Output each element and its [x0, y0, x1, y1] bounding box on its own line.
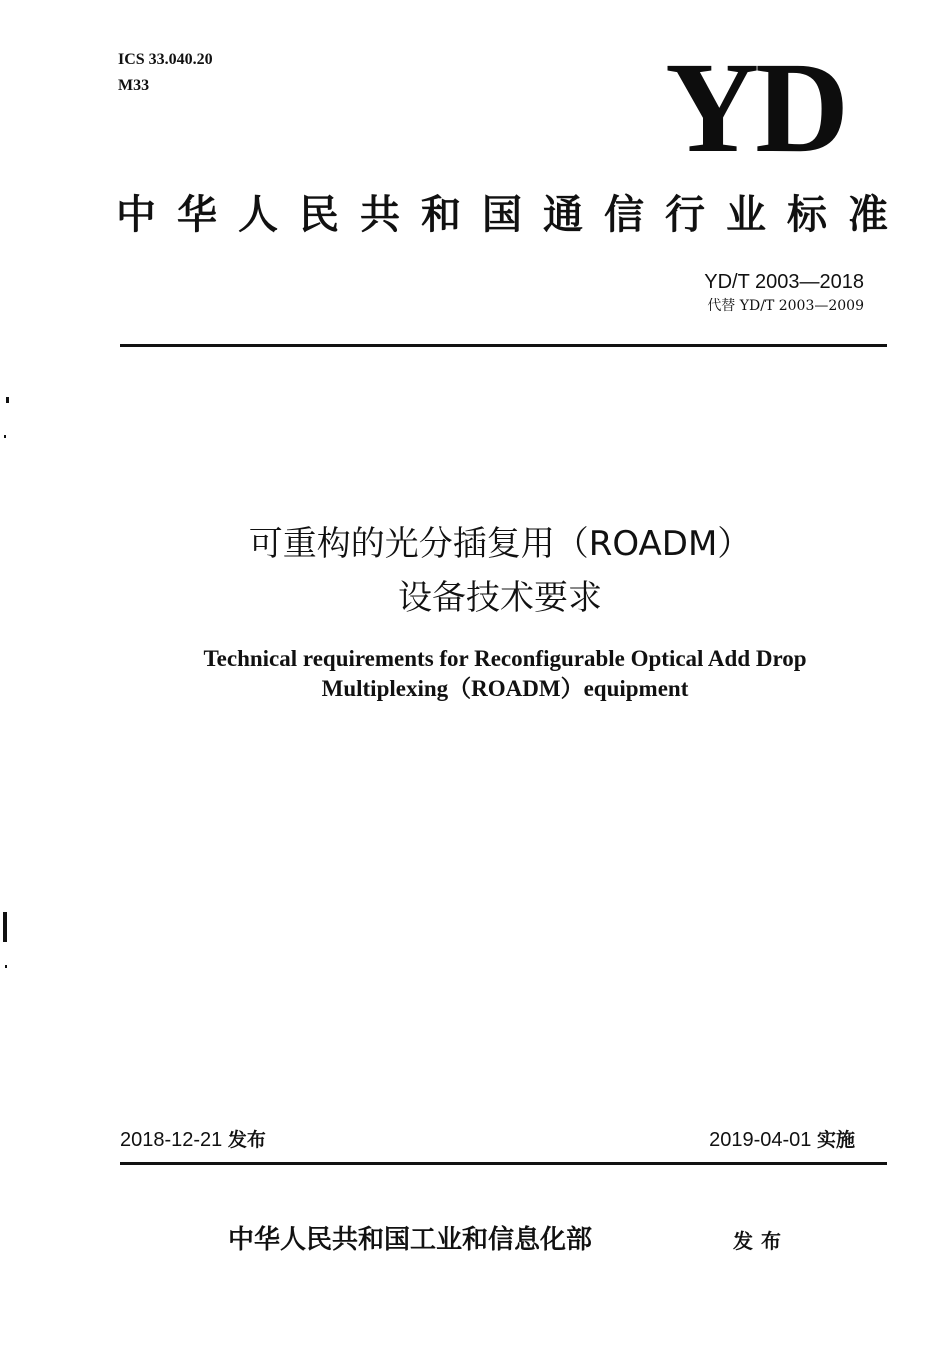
title-en-line1: Technical requirements for Reconfigurable Optical Add Drop [203, 646, 807, 671]
bottom-divider [120, 1162, 887, 1165]
scan-mark [6, 397, 9, 403]
issue-date-label: 发布 [227, 1129, 266, 1151]
title-en-line2: Multiplexing（ROADM）equipment [321, 676, 689, 701]
scan-mark [5, 965, 7, 968]
standard-category: 中华人民共和国通信行业标准 [116, 192, 909, 238]
classification-code: M33 [118, 77, 150, 94]
issuing-authority: 中华人民共和国工业和信息化部 [228, 1225, 593, 1255]
title-cn-line2: 设备技术要求 [398, 578, 602, 618]
standard-number-text: YD/T 2003—2018 [704, 271, 864, 293]
yd-logo: YD [665, 36, 845, 180]
issue-date [120, 1126, 266, 1154]
issue-date-value: 2018-12-21 [120, 1129, 223, 1151]
scan-mark [3, 912, 7, 942]
title-cn-line1: 可重构的光分插复用（ROADM） [248, 524, 752, 564]
top-divider [120, 344, 887, 347]
implement-date-label: 实施 [816, 1129, 855, 1151]
issuing-action: 发布 [733, 1229, 789, 1253]
scan-mark [4, 435, 6, 438]
replaces-note: 代替 YD/T 2003—2009 [707, 298, 864, 314]
implement-date-value: 2019-04-01 [709, 1129, 812, 1151]
standard-number [704, 270, 864, 294]
implement-date [709, 1126, 855, 1154]
ics-code: ICS 33.040.20 [118, 51, 213, 68]
